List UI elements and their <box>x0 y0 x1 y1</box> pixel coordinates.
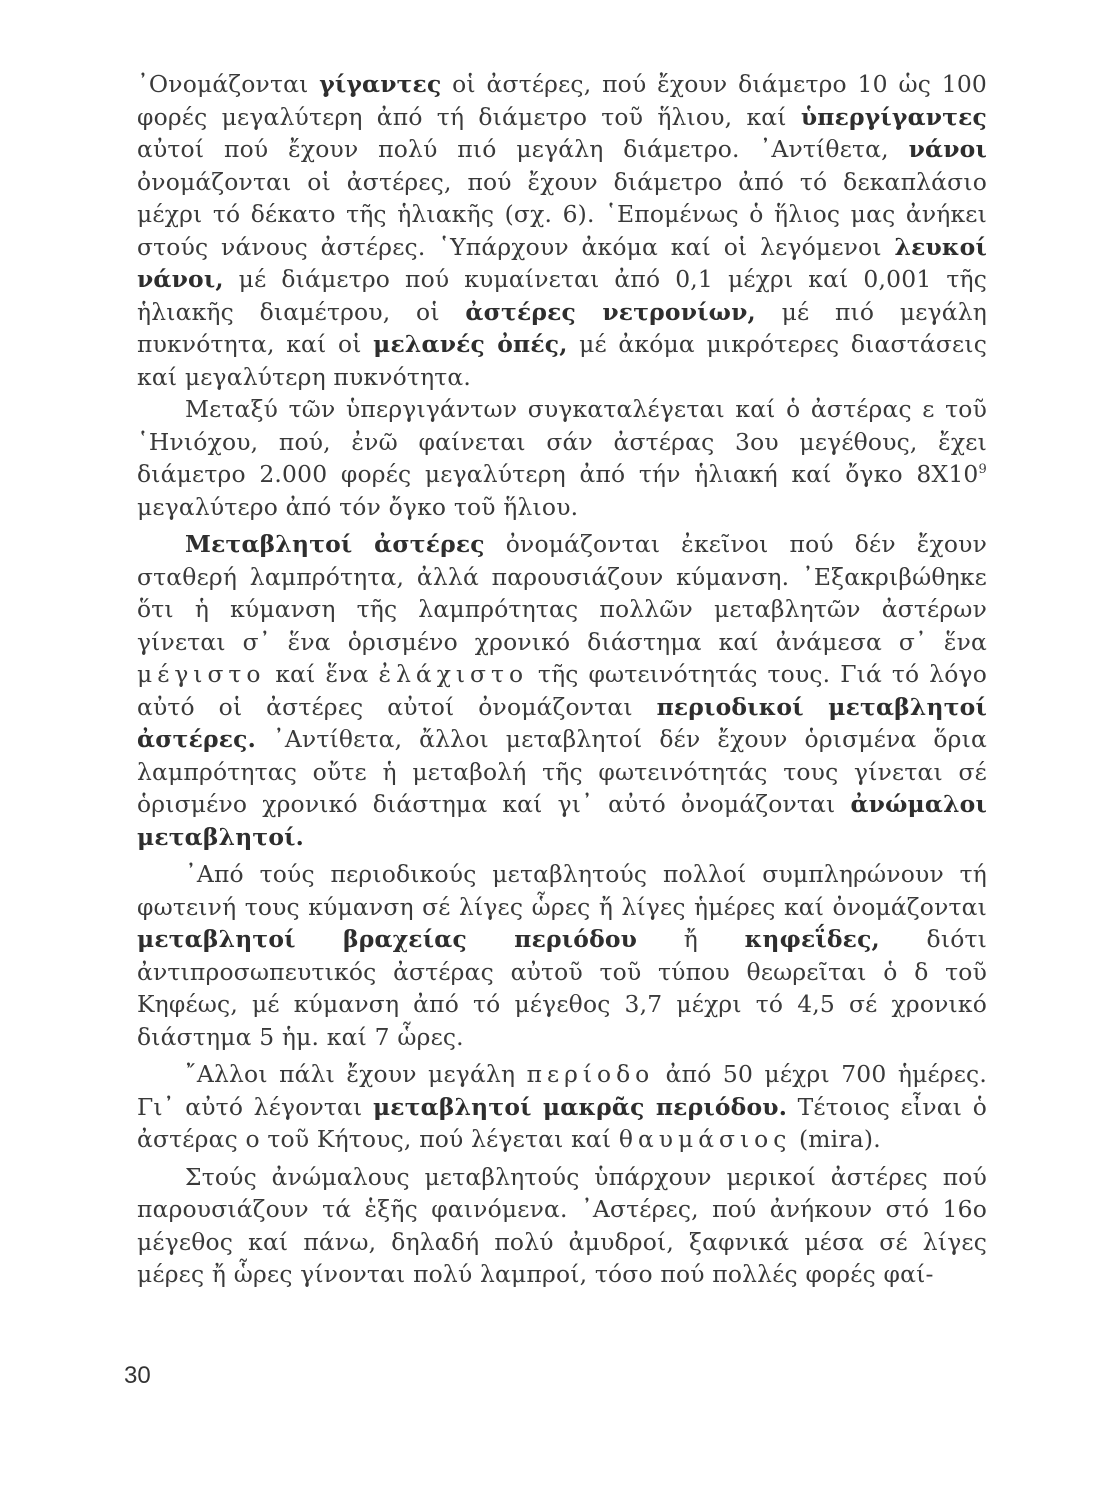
paragraph-giants <box>137 68 987 393</box>
text-run: αὐτοί πού ἔχουν πολύ πιό μεγάλη διάμετρο. ᾿Αντίθετα, <box>137 135 909 163</box>
spaced-term: ἐλάχιστο <box>378 660 529 688</box>
text-run: ὀνομάζονται ἐκεῖνοι πού δέν ἔχουν σταθερή λαμπρότητα, ἀλλά παρουσιάζουν κύμανση. ᾿Εξακριβώθηκε ὅτι ἡ κύμανση τῆς λαμπρότητας πολλῶν μεταβλητῶν ἀστέρων γίνεται σ᾿ ἕνα ὁρισμένο χρονικό διάστημα καί ἀνάμεσα σ᾿ ἕνα <box>137 530 987 656</box>
text-run: τῆς φωτεινότητάς τους. Γιά τό λόγο αὐτό οἱ ἀστέρες αὐτοί ὀνομάζονται <box>137 660 987 721</box>
text-run: (mira). <box>791 1125 881 1153</box>
text-run: μέ πιό μεγάλη πυκνότητα, καί οἱ <box>137 297 987 358</box>
text-run: διότι ἀντιπροσωπευτικός ἀστέρας αὐτοῦ τοῦ τύπου θεωρεῖται ὁ δ τοῦ Κηφέως, μέ κύμανση ἀπό τό μέγεθος 3,7 μέχρι τό 4,5 σέ χρονικό διάστημα 5 ἡμ. καί 7 ὧρες. <box>137 925 987 1051</box>
text-run: Στούς ἀνώμαλους μεταβλητούς ὑπάρχουν μερικοί ἀστέρες πού παρουσιάζουν τά ἑξῆς φαινόμενα. ᾿Αστέρες, πού ἀνήκουν στό 16ο μέγεθος καί πάνω, δηλαδή πολύ ἀμυδροί, ξαφνικά μέσα σέ λίγες μέρες ἤ ὧρες γίνονται πολύ λαμπροί, τόσο πού πολλές φορές φαί- <box>137 1162 987 1288</box>
paragraph-variable-stars <box>137 528 987 853</box>
text-run: Τέτοιος εἶναι ὁ ἀστέρας ο τοῦ Κήτους, πού λέγεται καί <box>137 1092 988 1153</box>
paragraph-long-period <box>137 1058 987 1156</box>
spaced-term: περίοδο <box>526 1060 655 1088</box>
text-run: μεγαλύτερο ἀπό τόν ὄγκο τοῦ ἥλιου. <box>137 492 579 521</box>
superscript: 9 <box>978 462 987 478</box>
page-number: 30 <box>124 1362 151 1389</box>
paragraph-hypergiants-example <box>137 393 987 523</box>
bold-term: νάνοι <box>908 135 987 163</box>
text-run: ἤ <box>637 925 745 953</box>
paragraph-short-period <box>137 858 987 1053</box>
text-run: ἀπό 50 μέχρι 700 ἡμέρες. Γι᾿ αὐτό λέγονται <box>137 1060 987 1121</box>
bold-term: Μεταβλητοί ἀστέρες <box>185 530 485 558</box>
text-run: Μεταξύ τῶν ὑπεργιγάντων συγκαταλέγεται καί ὁ ἀστέρας ε τοῦ ῾Ηνιόχου, πού, ἐνῶ φαίνεται σάν ἀστέρας 3ου μεγέθους, ἔχει διάμετρο 2.000 φορές μεγαλύτερη ἀπό τήν ἡλιακή καί ὄγκο 8Χ10 <box>137 395 987 488</box>
text-run: μέ διάμετρο πού κυμαίνεται ἀπό 0,1 μέχρι καί 0,001 τῆς ἡλιακῆς διαμέτρου, οἱ <box>137 265 987 326</box>
text-run: μέ ἀκόμα μικρότερες διαστάσεις καί μεγαλύτερη πυκνότητα. <box>137 330 987 391</box>
bold-term: ἀστέρες νετρονίων, <box>465 297 756 326</box>
text-run: ᾿Αντίθετα, ἄλλοι μεταβλητοί δέν ἔχουν ὁρισμένα ὅρια λαμπρότητας οὔτε ἡ μεταβολή τῆς φωτεινότητάς τους γίνεται σέ ὁρισμένο χρονικό διάστημα καί γι᾿ αὐτό ὀνομάζονται <box>137 725 987 818</box>
text-run: οἱ ἀστέρες, πού ἔχουν διάμετρο 10 ὡς 100 φορές μεγαλύτερη ἀπό τή διάμετρο τοῦ ἥλιου, καί <box>137 70 987 131</box>
text-run: ῎Αλλοι πάλι ἔχουν μεγάλη <box>185 1060 527 1088</box>
page-text-block <box>137 68 987 1291</box>
paragraph-irregular <box>137 1161 987 1291</box>
bold-term: ἀνώμαλοι μεταβλητοί. <box>137 790 987 851</box>
spaced-term: θαυμάσιος <box>618 1125 792 1153</box>
bold-term: μελανές ὀπές, <box>373 330 568 358</box>
spaced-term: μέγιστο <box>137 660 266 688</box>
bold-term: λευκοί νάνοι, <box>137 232 987 293</box>
bold-term: περιοδικοί μεταβλητοί ἀστέρες. <box>137 692 987 753</box>
bold-term: γίγαντες <box>319 70 442 98</box>
text-run: ᾿Από τούς περιοδικούς μεταβλητούς πολλοί συμπληρώνουν τή φωτεινή τους κύμανση σέ λίγες ὧρες ἤ λίγες ἡμέρες καί ὀνομάζονται <box>137 860 987 921</box>
text-run: καί ἕνα <box>265 660 379 688</box>
bold-term: μεταβλητοί μακρᾶς περιόδου. <box>372 1092 788 1121</box>
bold-term: ὑπεργίγαντες <box>800 102 987 131</box>
bold-term: κηφεΐδες, <box>744 925 880 953</box>
text-run: ὀνομάζονται οἱ ἀστέρες, πού ἔχουν διάμετρο ἀπό τό δεκαπλάσιο μέχρι τό δέκατο τῆς ἡλιακῆς (σχ. 6). ῾Επομένως ὁ ἥλιος μας ἀνήκει στούς νάνους ἀστέρες. ῾Υπάρχουν ἀκόμα καί οἱ λεγόμενοι <box>137 167 987 261</box>
text-run: ᾿Ονομάζονται <box>137 70 320 98</box>
bold-term: μεταβλητοί βραχείας περιόδου <box>137 925 638 953</box>
